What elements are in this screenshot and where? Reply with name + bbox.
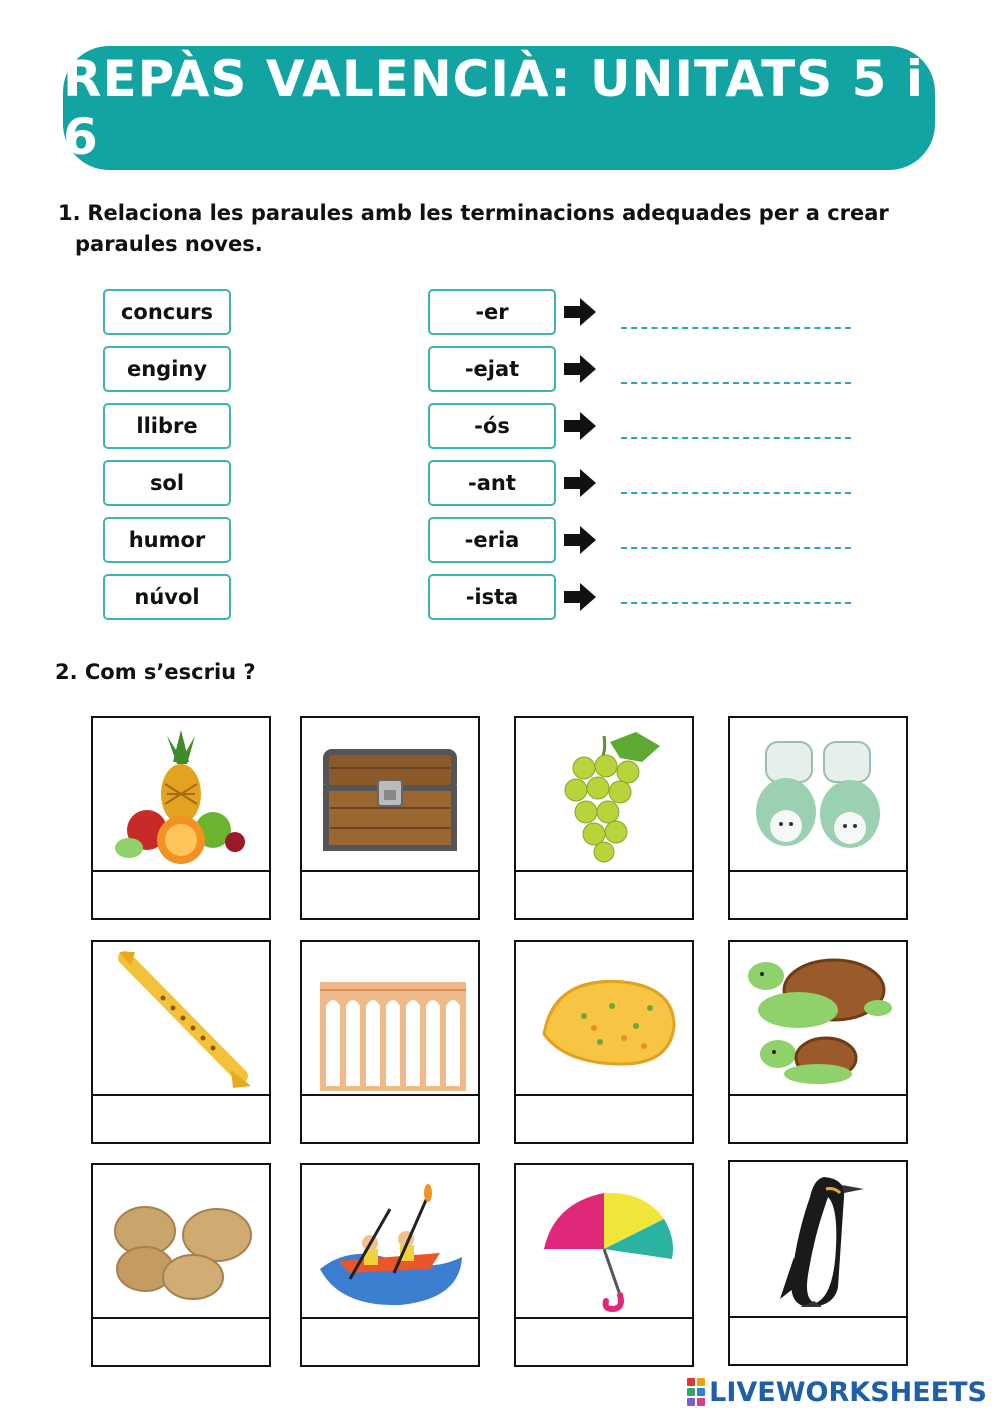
- word-box[interactable]: núvol: [103, 574, 231, 620]
- ending-box[interactable]: -ós: [428, 403, 556, 449]
- title-banner: [63, 46, 935, 170]
- picture-card: [728, 1160, 908, 1366]
- answer-line[interactable]: [621, 327, 851, 329]
- exercise-1-instruction: [58, 198, 918, 260]
- answer-line[interactable]: [621, 602, 851, 604]
- ending-box[interactable]: -ant: [428, 460, 556, 506]
- word-box[interactable]: enginy: [103, 346, 231, 392]
- arrow-right-icon: [564, 583, 596, 611]
- ending-box[interactable]: -er: [428, 289, 556, 335]
- word-box[interactable]: sol: [103, 460, 231, 506]
- canoeing-image: [302, 1165, 478, 1317]
- ending-box[interactable]: -eria: [428, 517, 556, 563]
- answer-box[interactable]: [93, 870, 269, 918]
- answer-box[interactable]: [730, 1316, 906, 1364]
- answer-line[interactable]: [621, 382, 851, 384]
- answer-box[interactable]: [516, 870, 692, 918]
- arrow-right-icon: [564, 355, 596, 383]
- ending-box[interactable]: -ista: [428, 574, 556, 620]
- answer-box[interactable]: [302, 1317, 478, 1365]
- aqueduct-image: [302, 942, 478, 1094]
- word-box[interactable]: llibre: [103, 403, 231, 449]
- answer-box[interactable]: [730, 1094, 906, 1142]
- potatoes-image: [93, 1165, 269, 1317]
- arrow-right-icon: [564, 469, 596, 497]
- recorder-flute-image: [93, 942, 269, 1094]
- brand-name: LIVEWORKSHEETS: [709, 1376, 987, 1408]
- picture-card: [728, 716, 908, 920]
- word-box[interactable]: concurs: [103, 289, 231, 335]
- answer-box[interactable]: [516, 1094, 692, 1142]
- answer-line[interactable]: [621, 437, 851, 439]
- exercise-1-number: 1.: [58, 201, 81, 225]
- picture-card: [514, 940, 694, 1144]
- answer-box[interactable]: [302, 870, 478, 918]
- fruits-image: [93, 718, 269, 870]
- arrow-right-icon: [564, 298, 596, 326]
- umbrella-image: [516, 1165, 692, 1317]
- picture-card: [91, 940, 271, 1144]
- answer-box[interactable]: [516, 1317, 692, 1365]
- answer-box[interactable]: [730, 870, 906, 918]
- answer-box[interactable]: [302, 1094, 478, 1142]
- ending-box[interactable]: -ejat: [428, 346, 556, 392]
- baby-booties-image: [730, 718, 906, 870]
- picture-card: [300, 1163, 480, 1367]
- penguin-image: [730, 1162, 906, 1316]
- picture-card: [91, 1163, 271, 1367]
- picture-card: [514, 1163, 694, 1367]
- exercise-1-line-2: paraules noves.: [75, 232, 263, 256]
- turtles-image: [730, 942, 906, 1094]
- omelette-image: [516, 942, 692, 1094]
- answer-line[interactable]: [621, 547, 851, 549]
- picture-card: [91, 716, 271, 920]
- answer-box[interactable]: [93, 1094, 269, 1142]
- grapes-image: [516, 718, 692, 870]
- arrow-right-icon: [564, 526, 596, 554]
- picture-card: [728, 940, 908, 1144]
- picture-card: [300, 716, 480, 920]
- answer-line[interactable]: [621, 492, 851, 494]
- exercise-2-instruction: 2. Com s’escriu ?: [55, 660, 256, 684]
- liveworksheets-logo: [687, 1375, 987, 1409]
- logo-icon: [687, 1378, 705, 1406]
- answer-box[interactable]: [93, 1317, 269, 1365]
- arrow-right-icon: [564, 412, 596, 440]
- picture-card: [514, 716, 694, 920]
- picture-card: [300, 940, 480, 1144]
- word-box[interactable]: humor: [103, 517, 231, 563]
- exercise-1-line-1: Relaciona les paraules amb les terminacions adequades per a crear: [87, 201, 889, 225]
- page-title: REPÀS VALENCIÀ: UNITATS 5 i 6: [63, 50, 924, 166]
- treasure-chest-image: [302, 718, 478, 870]
